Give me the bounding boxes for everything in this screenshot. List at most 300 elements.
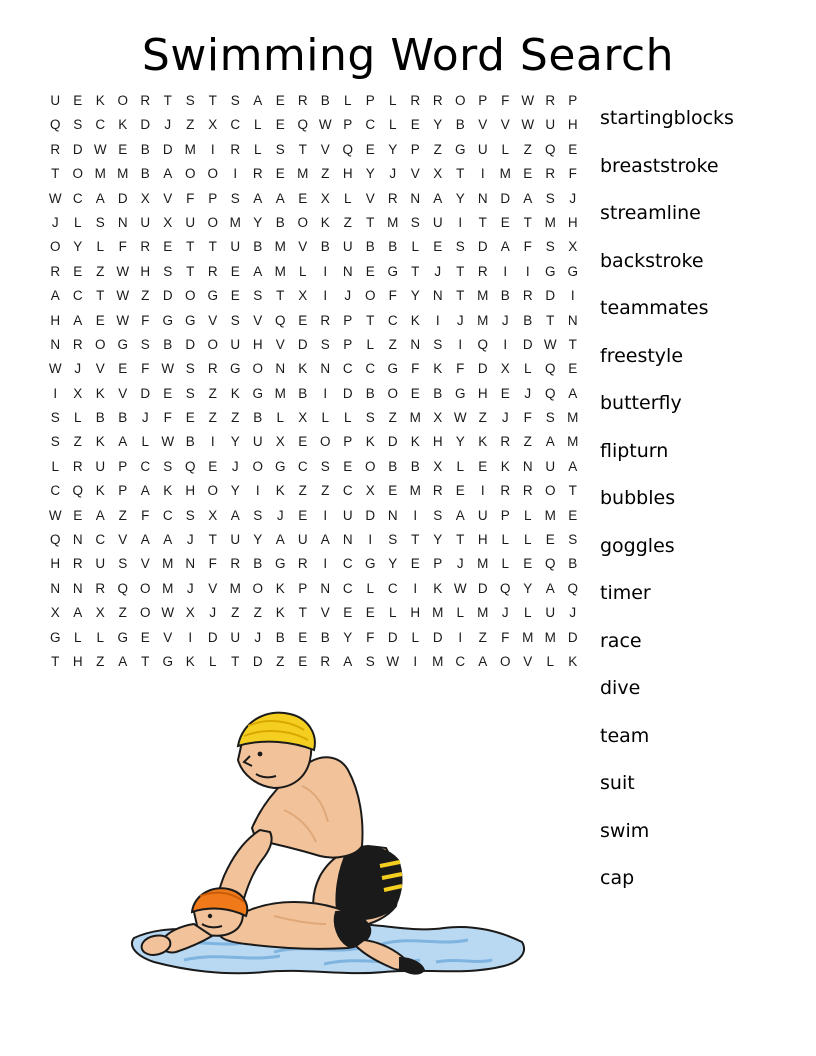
- grid-cell[interactable]: S: [545, 239, 555, 255]
- grid-cell[interactable]: V: [523, 653, 533, 669]
- grid-cell[interactable]: Q: [49, 532, 61, 548]
- grid-cell[interactable]: S: [50, 434, 60, 450]
- grid-cell[interactable]: X: [95, 605, 105, 621]
- grid-cell[interactable]: X: [365, 483, 375, 499]
- grid-cell[interactable]: L: [96, 239, 104, 255]
- grid-cell[interactable]: T: [141, 653, 150, 669]
- grid-cell[interactable]: B: [275, 214, 285, 230]
- grid-cell[interactable]: T: [163, 93, 172, 108]
- grid-cell[interactable]: W: [48, 507, 62, 523]
- grid-cell[interactable]: R: [72, 556, 83, 572]
- grid-cell[interactable]: W: [386, 653, 400, 669]
- grid-cell[interactable]: L: [366, 580, 374, 596]
- grid-cell[interactable]: S: [545, 410, 555, 426]
- grid-cell[interactable]: E: [410, 385, 420, 401]
- grid-cell[interactable]: R: [297, 93, 308, 108]
- grid-cell[interactable]: V: [320, 141, 330, 157]
- grid-cell[interactable]: S: [253, 507, 263, 523]
- grid-cell[interactable]: L: [523, 361, 532, 377]
- grid-cell[interactable]: E: [478, 458, 488, 474]
- grid-cell[interactable]: X: [433, 410, 443, 426]
- grid-cell[interactable]: R: [545, 166, 556, 182]
- grid-cell[interactable]: E: [410, 117, 420, 133]
- grid-cell[interactable]: R: [320, 653, 331, 669]
- grid-cell[interactable]: M: [477, 288, 489, 304]
- grid-cell[interactable]: A: [478, 653, 488, 669]
- grid-cell[interactable]: E: [230, 288, 240, 304]
- grid-cell[interactable]: N: [320, 361, 331, 377]
- grid-cell[interactable]: O: [544, 483, 556, 499]
- grid-cell[interactable]: Z: [321, 483, 330, 499]
- word-list-item[interactable]: breaststroke: [600, 154, 719, 177]
- grid-cell[interactable]: I: [435, 312, 440, 328]
- grid-cell[interactable]: N: [342, 532, 353, 548]
- grid-cell[interactable]: B: [163, 336, 173, 352]
- grid-cell[interactable]: C: [140, 458, 151, 474]
- grid-cell[interactable]: C: [50, 483, 61, 499]
- grid-cell[interactable]: J: [344, 288, 352, 304]
- grid-cell[interactable]: O: [117, 93, 128, 108]
- grid-cell[interactable]: N: [432, 288, 443, 304]
- grid-cell[interactable]: B: [388, 458, 398, 474]
- grid-cell[interactable]: C: [455, 653, 466, 669]
- grid-cell[interactable]: T: [298, 605, 307, 621]
- grid-cell[interactable]: Q: [544, 556, 556, 572]
- grid-cell[interactable]: I: [503, 336, 508, 352]
- grid-cell[interactable]: B: [253, 410, 263, 426]
- grid-cell[interactable]: S: [545, 190, 555, 206]
- grid-cell[interactable]: R: [252, 166, 263, 182]
- grid-cell[interactable]: B: [410, 458, 420, 474]
- grid-cell[interactable]: Z: [388, 336, 397, 352]
- grid-cell[interactable]: A: [253, 190, 263, 206]
- grid-cell[interactable]: N: [50, 336, 61, 352]
- grid-cell[interactable]: L: [253, 117, 262, 133]
- grid-cell[interactable]: B: [365, 385, 375, 401]
- grid-cell[interactable]: L: [321, 410, 329, 426]
- grid-cell[interactable]: V: [320, 605, 330, 621]
- grid-cell[interactable]: W: [161, 605, 175, 621]
- grid-cell[interactable]: M: [229, 214, 241, 230]
- grid-cell[interactable]: E: [365, 263, 375, 279]
- grid-cell[interactable]: G: [454, 141, 466, 157]
- grid-cell[interactable]: R: [230, 556, 241, 572]
- letter-grid[interactable]: [44, 89, 584, 674]
- grid-cell[interactable]: T: [51, 166, 60, 182]
- grid-cell[interactable]: J: [164, 117, 172, 133]
- grid-cell[interactable]: D: [140, 385, 151, 401]
- grid-cell[interactable]: S: [253, 288, 263, 304]
- grid-cell[interactable]: C: [72, 288, 83, 304]
- grid-cell[interactable]: R: [545, 93, 556, 108]
- grid-cell[interactable]: O: [252, 361, 263, 377]
- grid-cell[interactable]: M: [499, 166, 511, 182]
- grid-cell[interactable]: M: [567, 410, 579, 426]
- grid-cell[interactable]: R: [50, 263, 61, 279]
- grid-cell[interactable]: N: [72, 580, 83, 596]
- grid-cell[interactable]: P: [298, 580, 308, 596]
- grid-cell[interactable]: S: [163, 458, 173, 474]
- word-list-item[interactable]: team: [600, 724, 650, 747]
- grid-cell[interactable]: D: [432, 629, 443, 645]
- grid-cell[interactable]: I: [255, 483, 260, 499]
- grid-cell[interactable]: Y: [253, 214, 263, 230]
- grid-cell[interactable]: A: [163, 166, 173, 182]
- grid-cell[interactable]: X: [568, 239, 578, 255]
- grid-cell[interactable]: L: [388, 117, 397, 133]
- grid-cell[interactable]: O: [499, 653, 511, 669]
- grid-cell[interactable]: J: [389, 166, 397, 182]
- grid-cell[interactable]: S: [185, 361, 195, 377]
- grid-cell[interactable]: K: [365, 434, 375, 450]
- grid-cell[interactable]: H: [432, 434, 443, 450]
- grid-cell[interactable]: W: [453, 410, 467, 426]
- grid-cell[interactable]: H: [50, 556, 61, 572]
- grid-cell[interactable]: Q: [499, 580, 511, 596]
- grid-cell[interactable]: D: [162, 288, 173, 304]
- grid-cell[interactable]: A: [140, 532, 150, 548]
- grid-cell[interactable]: L: [73, 410, 82, 426]
- grid-cell[interactable]: E: [140, 629, 150, 645]
- grid-cell[interactable]: L: [208, 653, 217, 669]
- grid-cell[interactable]: Z: [523, 141, 532, 157]
- grid-cell[interactable]: W: [116, 312, 130, 328]
- grid-cell[interactable]: R: [50, 141, 61, 157]
- grid-cell[interactable]: D: [477, 361, 488, 377]
- grid-cell[interactable]: T: [186, 239, 195, 255]
- grid-cell[interactable]: S: [433, 336, 443, 352]
- grid-cell[interactable]: U: [477, 141, 488, 157]
- grid-cell[interactable]: C: [95, 117, 106, 133]
- grid-cell[interactable]: E: [388, 483, 398, 499]
- grid-cell[interactable]: B: [500, 288, 510, 304]
- grid-cell[interactable]: M: [162, 556, 174, 572]
- grid-cell[interactable]: D: [162, 141, 173, 157]
- grid-cell[interactable]: H: [477, 385, 488, 401]
- grid-cell[interactable]: H: [50, 312, 61, 328]
- grid-cell[interactable]: J: [209, 605, 217, 621]
- grid-cell[interactable]: T: [456, 532, 465, 548]
- grid-cell[interactable]: J: [501, 410, 509, 426]
- grid-cell[interactable]: F: [501, 629, 510, 645]
- grid-cell[interactable]: U: [432, 214, 443, 230]
- grid-cell[interactable]: A: [500, 239, 510, 255]
- grid-cell[interactable]: U: [477, 507, 488, 523]
- grid-cell[interactable]: Q: [342, 141, 353, 157]
- grid-cell[interactable]: D: [72, 141, 83, 157]
- grid-cell[interactable]: H: [477, 532, 488, 548]
- grid-cell[interactable]: E: [118, 141, 128, 157]
- grid-cell[interactable]: Y: [455, 434, 465, 450]
- grid-cell[interactable]: A: [545, 434, 555, 450]
- grid-cell[interactable]: D: [477, 239, 488, 255]
- grid-cell[interactable]: L: [343, 190, 352, 206]
- grid-cell[interactable]: D: [297, 336, 308, 352]
- grid-cell[interactable]: B: [140, 166, 150, 182]
- grid-cell[interactable]: V: [500, 117, 510, 133]
- grid-cell[interactable]: E: [500, 214, 510, 230]
- grid-cell[interactable]: B: [118, 410, 128, 426]
- grid-cell[interactable]: N: [410, 336, 421, 352]
- grid-cell[interactable]: L: [388, 605, 397, 621]
- grid-cell[interactable]: Q: [544, 361, 556, 377]
- grid-cell[interactable]: I: [413, 580, 418, 596]
- grid-cell[interactable]: B: [568, 556, 578, 572]
- grid-cell[interactable]: E: [298, 507, 308, 523]
- grid-cell[interactable]: Y: [523, 580, 533, 596]
- grid-cell[interactable]: C: [72, 190, 83, 206]
- grid-cell[interactable]: F: [568, 166, 577, 182]
- grid-cell[interactable]: F: [118, 239, 127, 255]
- grid-cell[interactable]: X: [73, 385, 83, 401]
- grid-cell[interactable]: D: [522, 336, 533, 352]
- word-list-item[interactable]: suit: [600, 772, 635, 794]
- grid-cell[interactable]: L: [73, 214, 82, 230]
- grid-cell[interactable]: F: [163, 410, 172, 426]
- grid-cell[interactable]: L: [411, 629, 419, 645]
- grid-cell[interactable]: L: [501, 141, 509, 157]
- grid-cell[interactable]: L: [388, 93, 397, 108]
- grid-cell[interactable]: J: [51, 214, 59, 230]
- grid-cell[interactable]: X: [298, 288, 308, 304]
- grid-cell[interactable]: S: [320, 336, 330, 352]
- grid-cell[interactable]: P: [118, 458, 128, 474]
- grid-cell[interactable]: Z: [231, 410, 240, 426]
- grid-cell[interactable]: U: [252, 434, 263, 450]
- grid-cell[interactable]: F: [523, 239, 532, 255]
- grid-cell[interactable]: F: [523, 410, 532, 426]
- grid-cell[interactable]: N: [387, 507, 398, 523]
- grid-cell[interactable]: I: [458, 214, 463, 230]
- grid-cell[interactable]: S: [433, 507, 443, 523]
- grid-cell[interactable]: Z: [141, 288, 150, 304]
- grid-cell[interactable]: A: [343, 653, 353, 669]
- grid-cell[interactable]: G: [544, 263, 556, 279]
- grid-cell[interactable]: I: [233, 166, 238, 182]
- grid-cell[interactable]: G: [567, 263, 578, 279]
- grid-cell[interactable]: W: [116, 263, 130, 279]
- grid-cell[interactable]: R: [387, 190, 398, 206]
- word-list-item[interactable]: timer: [600, 582, 651, 604]
- grid-cell[interactable]: N: [320, 580, 331, 596]
- grid-cell[interactable]: J: [254, 629, 262, 645]
- grid-cell[interactable]: M: [544, 214, 556, 230]
- word-list-item[interactable]: bubbles: [600, 487, 676, 509]
- grid-cell[interactable]: J: [456, 312, 464, 328]
- grid-cell[interactable]: K: [163, 483, 173, 499]
- grid-cell[interactable]: R: [207, 263, 218, 279]
- grid-cell[interactable]: E: [298, 653, 308, 669]
- grid-cell[interactable]: T: [96, 288, 105, 304]
- grid-cell[interactable]: A: [275, 190, 285, 206]
- grid-cell[interactable]: N: [342, 263, 353, 279]
- grid-cell[interactable]: V: [208, 580, 218, 596]
- grid-cell[interactable]: G: [274, 556, 286, 572]
- grid-cell[interactable]: K: [433, 580, 443, 596]
- grid-cell[interactable]: I: [480, 483, 485, 499]
- grid-cell[interactable]: T: [523, 214, 532, 230]
- grid-cell[interactable]: S: [365, 410, 375, 426]
- grid-cell[interactable]: S: [455, 239, 465, 255]
- grid-cell[interactable]: R: [140, 239, 151, 255]
- grid-cell[interactable]: N: [72, 532, 83, 548]
- grid-cell[interactable]: V: [95, 361, 105, 377]
- grid-cell[interactable]: Z: [478, 410, 487, 426]
- grid-cell[interactable]: U: [95, 556, 106, 572]
- grid-cell[interactable]: G: [454, 385, 466, 401]
- grid-cell[interactable]: D: [342, 385, 353, 401]
- grid-cell[interactable]: L: [141, 434, 149, 450]
- grid-cell[interactable]: A: [73, 312, 83, 328]
- grid-cell[interactable]: K: [320, 214, 330, 230]
- grid-cell[interactable]: N: [50, 580, 61, 596]
- grid-cell[interactable]: R: [432, 93, 443, 108]
- grid-cell[interactable]: N: [275, 361, 286, 377]
- grid-cell[interactable]: A: [230, 507, 240, 523]
- grid-cell[interactable]: R: [72, 336, 83, 352]
- grid-cell[interactable]: O: [364, 288, 376, 304]
- grid-cell[interactable]: I: [210, 434, 215, 450]
- word-list-item[interactable]: freestyle: [600, 344, 684, 367]
- grid-cell[interactable]: U: [50, 93, 61, 108]
- grid-cell[interactable]: U: [230, 239, 241, 255]
- grid-cell[interactable]: A: [118, 434, 128, 450]
- grid-cell[interactable]: Q: [184, 458, 196, 474]
- grid-cell[interactable]: W: [161, 434, 175, 450]
- grid-cell[interactable]: T: [456, 166, 465, 182]
- grid-cell[interactable]: Z: [118, 507, 127, 523]
- grid-cell[interactable]: A: [568, 458, 578, 474]
- grid-cell[interactable]: U: [545, 605, 556, 621]
- grid-cell[interactable]: O: [184, 288, 196, 304]
- grid-cell[interactable]: E: [185, 410, 195, 426]
- grid-cell[interactable]: J: [186, 580, 194, 596]
- grid-cell[interactable]: R: [95, 580, 106, 596]
- grid-cell[interactable]: U: [230, 532, 241, 548]
- grid-cell[interactable]: D: [252, 653, 263, 669]
- grid-cell[interactable]: H: [410, 605, 421, 621]
- grid-cell[interactable]: Q: [477, 336, 488, 352]
- grid-cell[interactable]: S: [73, 117, 83, 133]
- grid-cell[interactable]: U: [342, 239, 353, 255]
- grid-cell[interactable]: E: [523, 556, 533, 572]
- grid-cell[interactable]: X: [140, 190, 150, 206]
- grid-cell[interactable]: B: [388, 239, 398, 255]
- grid-cell[interactable]: T: [546, 312, 555, 328]
- word-list-item[interactable]: flipturn: [600, 439, 669, 462]
- grid-cell[interactable]: G: [364, 556, 376, 572]
- grid-cell[interactable]: S: [118, 556, 128, 572]
- grid-cell[interactable]: N: [567, 312, 578, 328]
- grid-cell[interactable]: M: [432, 653, 444, 669]
- grid-cell[interactable]: R: [230, 141, 241, 157]
- grid-cell[interactable]: O: [207, 483, 218, 499]
- grid-cell[interactable]: Q: [72, 483, 83, 499]
- grid-cell[interactable]: H: [342, 166, 353, 182]
- grid-cell[interactable]: E: [568, 507, 578, 523]
- grid-cell[interactable]: E: [500, 385, 510, 401]
- grid-cell[interactable]: A: [320, 532, 330, 548]
- grid-cell[interactable]: L: [253, 141, 262, 157]
- grid-cell[interactable]: T: [366, 214, 375, 230]
- grid-cell[interactable]: Q: [567, 580, 578, 596]
- grid-cell[interactable]: I: [570, 288, 575, 304]
- grid-cell[interactable]: G: [387, 263, 398, 279]
- grid-cell[interactable]: J: [524, 385, 532, 401]
- grid-cell[interactable]: S: [275, 141, 285, 157]
- grid-cell[interactable]: H: [140, 263, 151, 279]
- grid-cell[interactable]: G: [117, 336, 128, 352]
- grid-cell[interactable]: Z: [208, 385, 217, 401]
- grid-cell[interactable]: N: [185, 556, 196, 572]
- grid-cell[interactable]: M: [387, 214, 399, 230]
- grid-cell[interactable]: L: [546, 653, 554, 669]
- grid-cell[interactable]: Y: [230, 483, 240, 499]
- grid-cell[interactable]: K: [275, 580, 285, 596]
- grid-cell[interactable]: B: [253, 556, 263, 572]
- grid-cell[interactable]: Q: [49, 117, 61, 133]
- grid-cell[interactable]: S: [320, 458, 330, 474]
- grid-cell[interactable]: T: [478, 214, 487, 230]
- grid-cell[interactable]: I: [368, 532, 373, 548]
- grid-cell[interactable]: Y: [388, 141, 398, 157]
- grid-cell[interactable]: A: [95, 507, 105, 523]
- grid-cell[interactable]: U: [545, 117, 556, 133]
- grid-cell[interactable]: N: [410, 190, 421, 206]
- grid-cell[interactable]: L: [456, 605, 464, 621]
- grid-cell[interactable]: V: [118, 385, 128, 401]
- grid-cell[interactable]: M: [409, 483, 421, 499]
- word-list-item[interactable]: butterfly: [600, 392, 682, 414]
- grid-cell[interactable]: K: [568, 653, 578, 669]
- grid-cell[interactable]: X: [320, 190, 330, 206]
- grid-cell[interactable]: J: [501, 605, 509, 621]
- grid-cell[interactable]: T: [276, 288, 285, 304]
- grid-cell[interactable]: L: [523, 532, 532, 548]
- grid-cell[interactable]: E: [410, 556, 420, 572]
- grid-cell[interactable]: L: [523, 605, 532, 621]
- grid-cell[interactable]: H: [185, 483, 196, 499]
- grid-cell[interactable]: B: [455, 117, 465, 133]
- grid-cell[interactable]: E: [298, 312, 308, 328]
- grid-cell[interactable]: O: [49, 239, 61, 255]
- grid-cell[interactable]: P: [433, 556, 443, 572]
- word-list-item[interactable]: cap: [600, 867, 635, 889]
- grid-cell[interactable]: X: [208, 507, 218, 523]
- grid-cell[interactable]: R: [72, 458, 83, 474]
- grid-cell[interactable]: K: [275, 483, 285, 499]
- grid-cell[interactable]: R: [207, 361, 218, 377]
- grid-cell[interactable]: B: [320, 629, 330, 645]
- grid-cell[interactable]: K: [95, 93, 105, 108]
- grid-cell[interactable]: I: [323, 507, 328, 523]
- grid-cell[interactable]: A: [523, 190, 533, 206]
- grid-cell[interactable]: O: [252, 458, 263, 474]
- grid-cell[interactable]: S: [50, 410, 60, 426]
- grid-cell[interactable]: J: [276, 507, 284, 523]
- grid-cell[interactable]: T: [186, 263, 195, 279]
- grid-cell[interactable]: B: [523, 312, 533, 328]
- grid-cell[interactable]: N: [117, 214, 128, 230]
- grid-cell[interactable]: Z: [388, 410, 397, 426]
- grid-cell[interactable]: E: [163, 385, 173, 401]
- grid-cell[interactable]: T: [231, 653, 240, 669]
- grid-cell[interactable]: Z: [96, 263, 105, 279]
- grid-cell[interactable]: A: [95, 190, 105, 206]
- grid-cell[interactable]: C: [95, 532, 106, 548]
- grid-cell[interactable]: W: [116, 288, 130, 304]
- grid-cell[interactable]: F: [501, 93, 510, 108]
